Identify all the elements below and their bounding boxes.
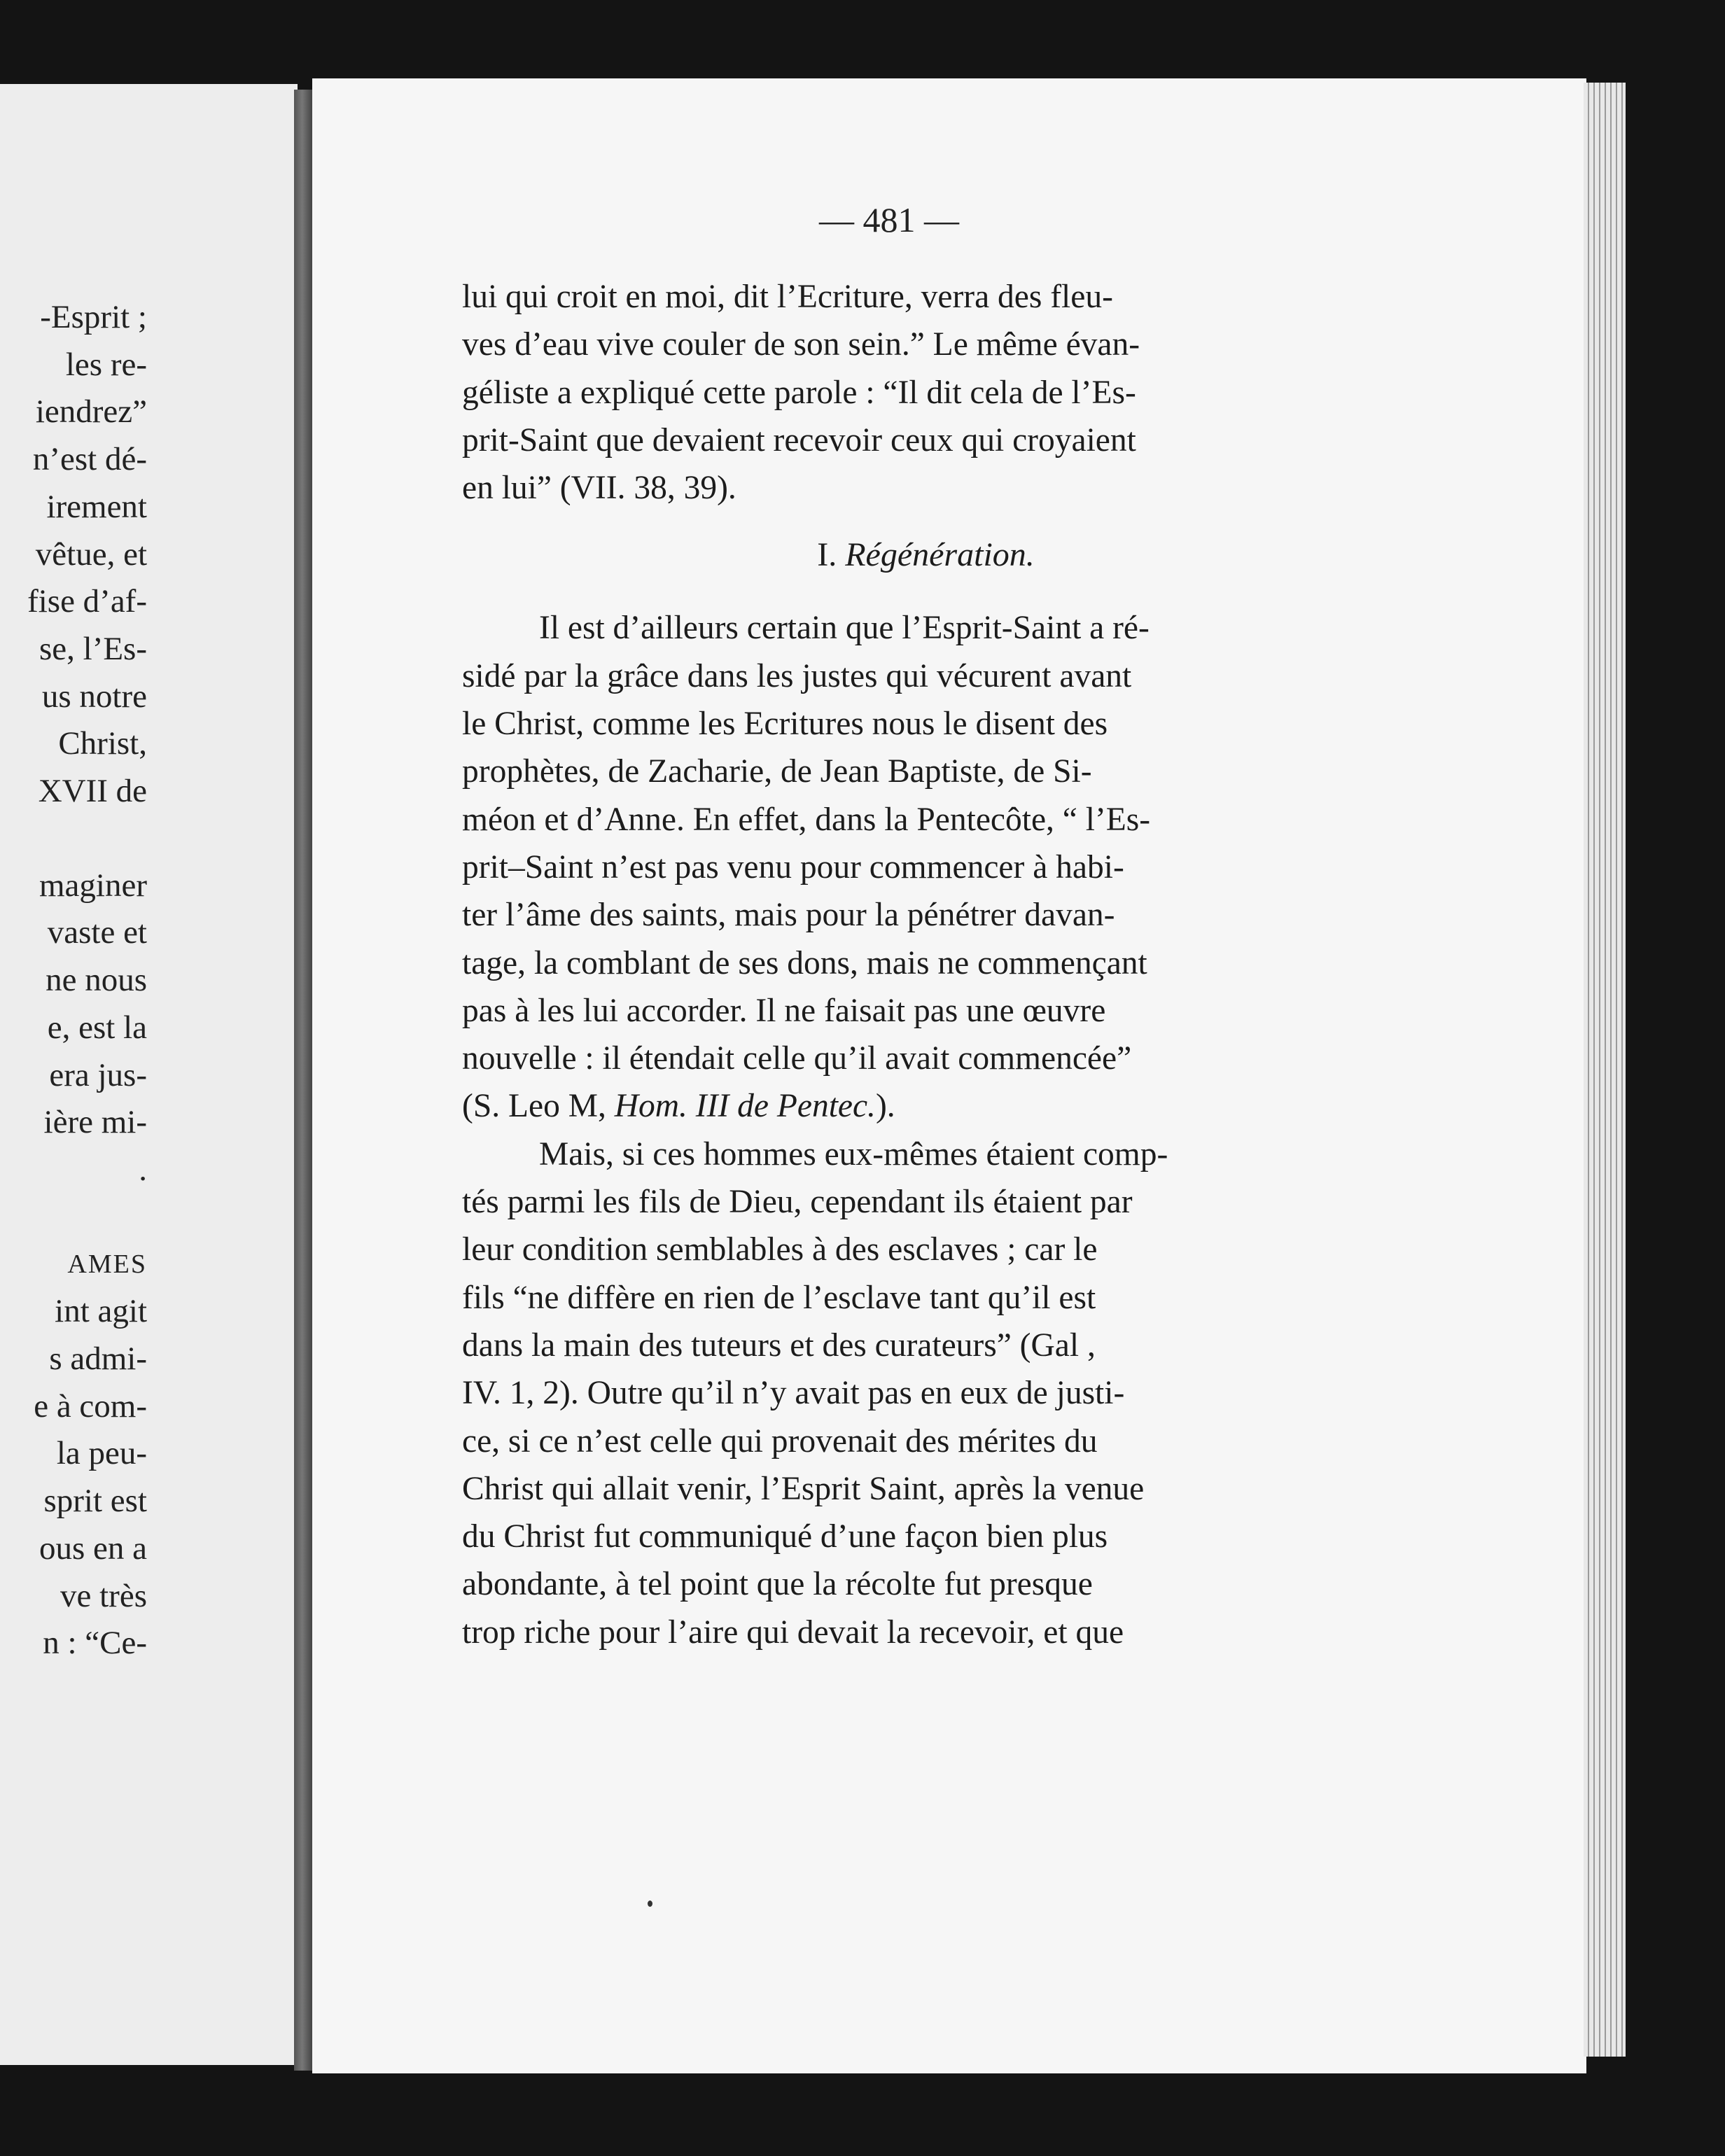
left-page-line: iendrez” [35,393,147,430]
left-page-line: int agit [55,1293,147,1330]
left-page-line: les re- [65,346,147,383]
paragraph-1 [462,273,1390,512]
section-number: I. [817,536,837,574]
left-page-line: ne nous [46,962,147,999]
left-page-line: e à com- [34,1387,147,1424]
text-line: prit-Saint que devaient recevoir ceux qui croyaient [462,421,1136,458]
left-page-line [0,1194,147,1241]
left-page-line: ière mi- [43,1104,147,1141]
left-page-line: n : “Ce- [43,1625,147,1662]
text-line: en lui” (VII. 38, 39). [462,470,736,507]
page-edges [1584,83,1626,2057]
left-page-line: sprit est [43,1483,147,1520]
text-line: Mais, si ces hommes eux-mêmes étaient comp- [539,1135,1168,1172]
left-page-line: . [139,1151,147,1188]
left-page-text [0,294,147,1667]
page-number: — 481 — [819,200,959,239]
left-page-line: n’est dé- [32,441,147,478]
text-line: géliste a expliqué cette parole : “Il dit cela de l’Es- [462,374,1136,411]
left-page-line: us notre [41,678,147,715]
text-line: dans la main des tuteurs et des curateurs” (Gal , [462,1326,1096,1364]
text-line: sidé par la grâce dans les justes qui vécurent avant [462,657,1132,694]
paragraph-2 [462,604,1390,1082]
citation-title: Hom. III de Pentec. [614,1088,876,1125]
text-line: trop riche pour l’aire qui devait la recevoir, et que [462,1614,1124,1651]
left-page-line: irement [46,488,147,525]
left-page-line: Christ, [58,725,147,762]
text-line: tés parmi les fils de Dieu, cependant ils étaient par [462,1184,1133,1221]
left-page-line: se, l’Es- [39,630,147,667]
text-line: ves d’eau vive couler de son sein.” Le même évan- [462,326,1140,363]
citation-suffix: ). [875,1088,895,1125]
text-line: méon et d’Anne. En effet, dans la Pentecôte, “ l’Es- [462,801,1151,838]
left-page-line: ve très [60,1577,147,1614]
left-page-line: e, est la [47,1009,147,1046]
left-page-line: XVII de [38,773,147,810]
text-line: ter l’âme des saints, mais pour la pénétrer davan- [462,897,1115,934]
left-page-line: -Esprit ; [40,299,147,335]
body-text [462,273,1390,1656]
text-line: fils “ne diffère en rien de l’esclave tant qu’il est [462,1279,1096,1316]
left-page-line: era jus- [49,1056,147,1093]
text-line: le Christ, comme les Ecritures nous le disent des [462,706,1108,743]
left-page-line: vêtue, et [35,536,147,573]
citation-line [462,1082,1390,1130]
text-line: nouvelle : il étendait celle qu’il avait commencée” [462,1040,1132,1077]
text-line: abondante, à tel point que la récolte fut presque [462,1566,1093,1603]
text-line: leur condition semblables à des esclaves ; car le [462,1231,1098,1268]
text-line: tage, la comblant de ses dons, mais ne commençant [462,944,1147,981]
text-line: Christ qui allait venir, l’Esprit Saint, après la venue [462,1470,1145,1507]
text-line: du Christ fut communiqué d’une façon bien plus [462,1518,1108,1555]
section-title: Régénération. [845,536,1035,574]
text-line: ce, si ce n’est celle qui provenait des mérites du [462,1422,1098,1460]
section-heading [462,531,1390,579]
text-line: lui qui croit en moi, dit l’Ecriture, verra des fleu- [462,279,1113,315]
text-line: IV. 1, 2). Outre qu’il n’y avait pas en eux de justi- [462,1375,1125,1412]
left-page [0,84,298,2065]
text-line: prophètes, de Zacharie, de Jean Baptiste, de Si- [462,753,1092,790]
left-page-line: vaste et [47,914,147,951]
left-page-line: ous en a [39,1530,147,1567]
left-page-line: fise d’af- [27,583,147,620]
left-page-line: la peu- [56,1435,147,1472]
scan-speck [648,1900,652,1907]
citation-prefix: (S. Leo M, [462,1088,606,1125]
text-line: Il est d’ailleurs certain que l’Esprit-Saint a ré- [539,610,1150,647]
paragraph-3 [462,1130,1390,1656]
left-page-line [0,816,147,862]
book-gutter [294,90,312,2071]
text-line: prit–Saint n’est pas venu pour commencer à habi- [462,848,1124,886]
left-page-line: AMES [67,1249,147,1279]
left-page-line: s admi- [49,1340,147,1378]
text-line: pas à les lui accorder. Il ne faisait pas une œuvre [462,992,1106,1029]
left-page-line: maginer [39,867,147,904]
